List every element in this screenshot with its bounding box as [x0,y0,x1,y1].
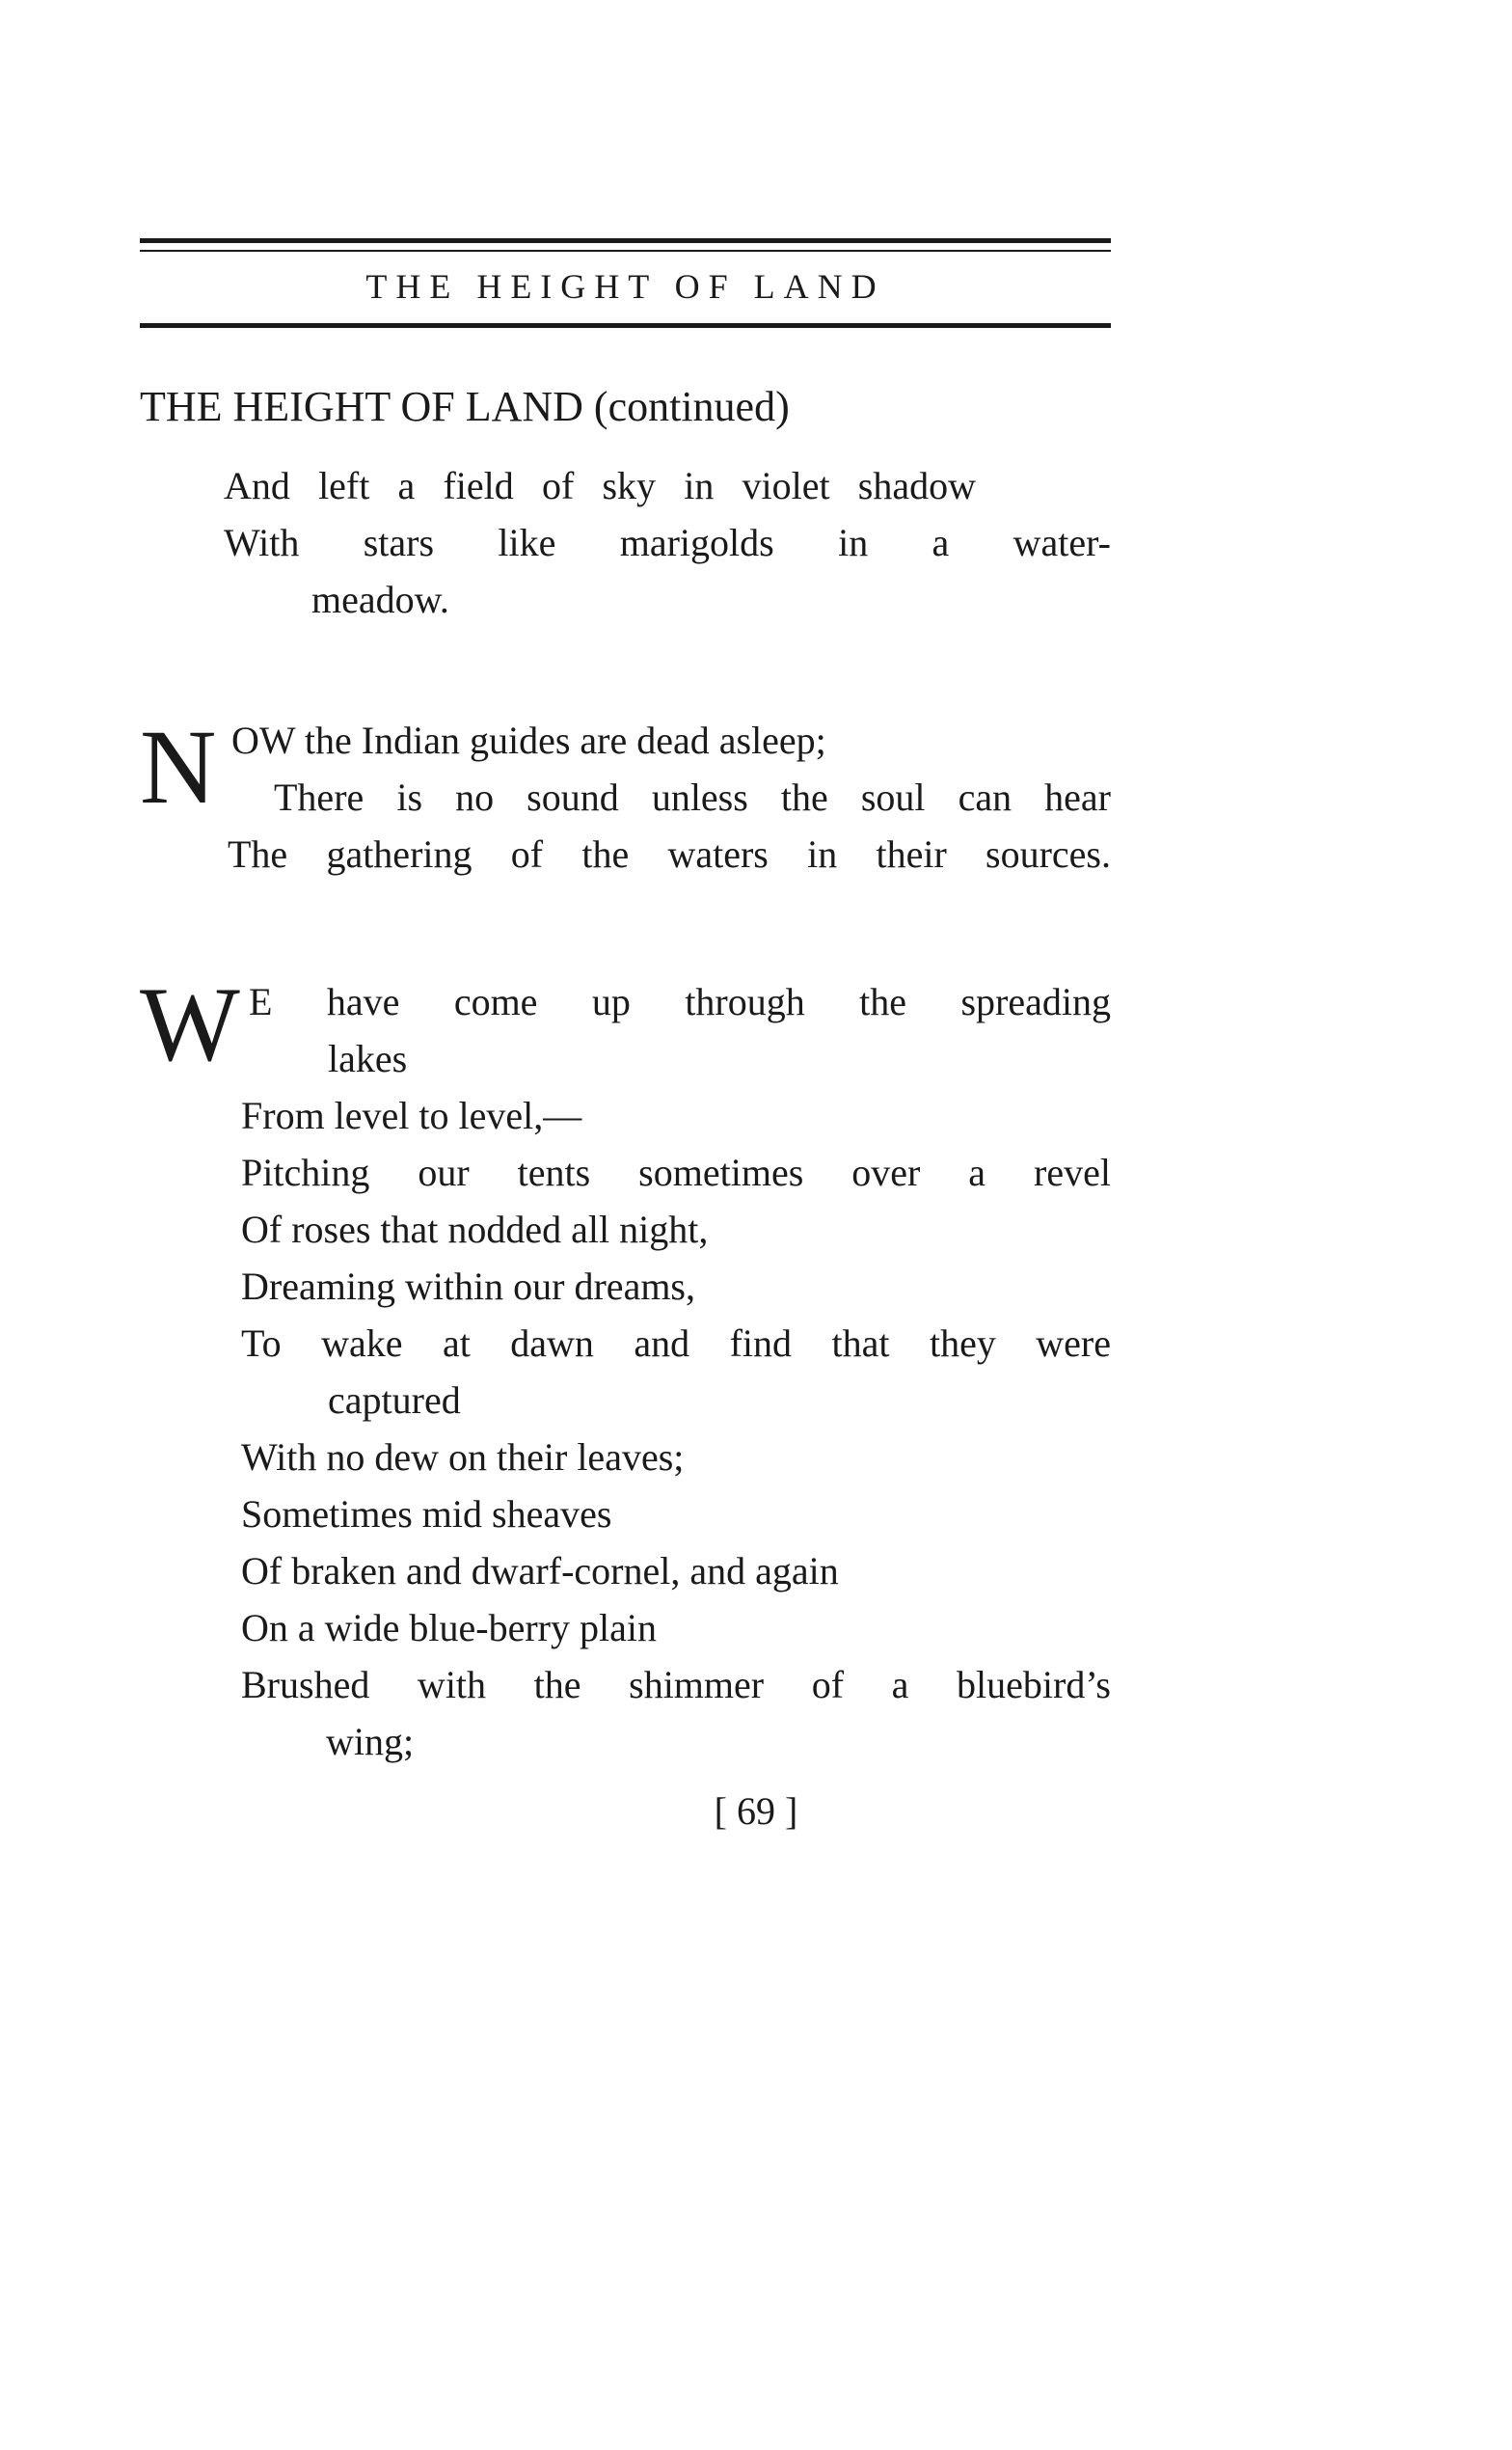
poem-title: THE HEIGHT OF LAND (continued) [140,383,790,430]
header-rule-thick [140,238,1111,243]
stanza2-line-1: OW the Indian guides are dead asleep; [231,719,826,762]
header-rule-thin [140,250,1111,252]
stanza1-line-1: And left a field of sky in violet shadow [224,464,976,507]
stanza3-line-11: Of braken and dwarf-cornel, and again [241,1549,839,1592]
dropcap-w: W [140,966,240,1083]
stanza1-line-2: With stars like marigolds in a water- [224,521,1111,564]
stanza3-line-4: Pitching our tents sometimes over a revel [241,1151,1111,1194]
stanza2-line-3: The gathering of the waters in their sources. [228,832,1111,876]
stanza3-line-10: Sometimes mid sheaves [241,1492,612,1536]
stanza1-line-3: meadow. [311,578,449,621]
stanza3-line-7: To wake at dawn and find that they were [241,1321,1111,1365]
stanza3-line-13: Brushed with the shimmer of a bluebird’s [241,1663,1111,1706]
stanza3-line-14: wing; [326,1720,415,1763]
stanza3-line-8: captured [328,1378,461,1422]
stanza2-line-2: There is no sound unless the soul can hear [274,776,1111,819]
stanza3-line-6: Dreaming within our dreams, [241,1265,695,1308]
dropcap-n: N [140,708,217,826]
stanza3-line-5: Of roses that nodded all night, [241,1208,709,1251]
header-rule-bottom [140,323,1111,328]
stanza3-line-2: lakes [328,1037,408,1080]
stanza3-line-1: E have come up through the spreading [249,980,1111,1023]
stanza3-line-9: With no dew on their leaves; [241,1435,685,1479]
page-number: [ 69 ] [714,1789,798,1833]
stanza3-line-3: From level to level,— [241,1094,582,1137]
stanza3-line-12: On a wide blue-berry plain [241,1606,657,1649]
running-head: THE HEIGHT OF LAND [365,267,885,306]
